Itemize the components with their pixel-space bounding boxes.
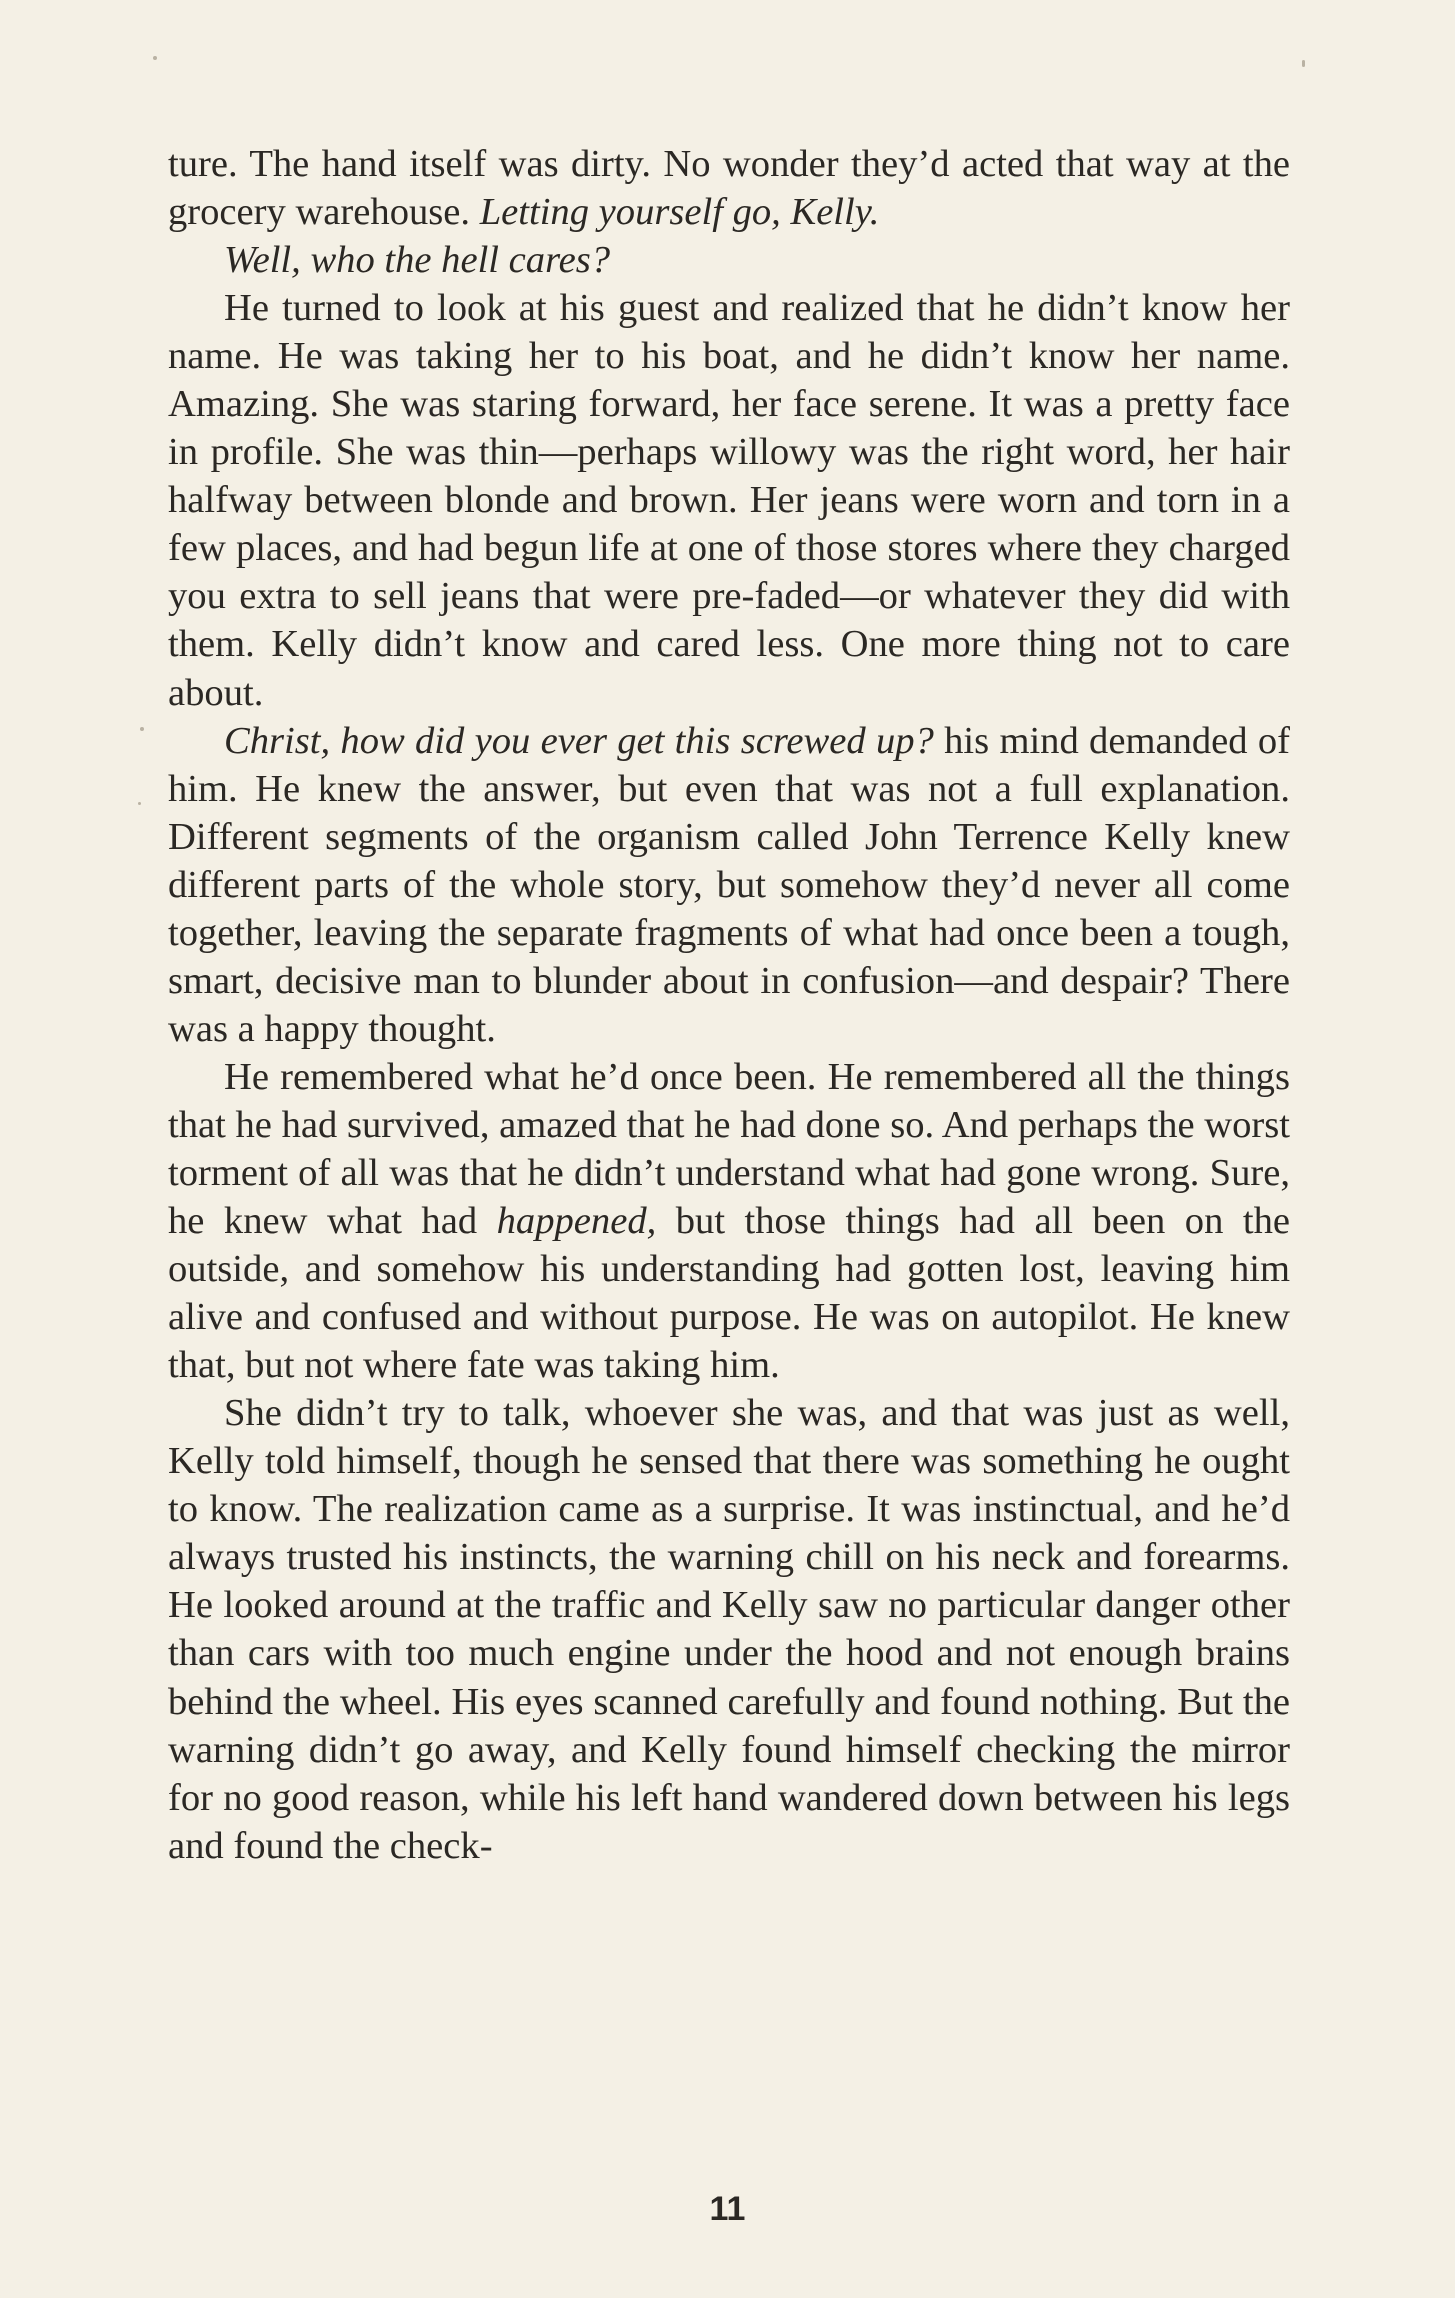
paper-speck bbox=[140, 727, 144, 731]
paper-speck bbox=[138, 802, 141, 805]
paragraph-6: She didn’t try to talk, whoever she was, and that was just as well, Kelly told himself, though he sensed that there was something he ought to know. The realization came as a surprise. It was instinctual, and he’d always trusted his instincts, the warning chill on his neck and forearms. He looked around at the traffic and Kelly saw no particular danger other than cars with too much engine under the hood and not enough brains behind the wheel. His eyes scanned carefully and found nothing. But the warning didn’t go away, and Kelly found himself checking the mirror for no good reason, while his left hand wandered down between his legs and found the check- bbox=[168, 1392, 1290, 1867]
paragraph-1: ture. The hand itself was dirty. No wonder they’d acted that way at the grocery warehouse. Letting yourself go, Kelly. bbox=[168, 143, 1290, 234]
page-number: 11 bbox=[709, 2190, 746, 2228]
paragraph-5: He remembered what he’d once been. He remembered all the things that he had survived, amazed that he had done so. And perhaps the worst torment of all was that he didn’t understand what had gone wrong. Sure, he knew what had happened, but those things had all been on the outside, and somehow his understanding had gotten lost, leaving him alive and confused and without purpose. He was on autopilot. He knew that, but not where fate was taking him. bbox=[168, 1055, 1290, 1387]
paper-speck bbox=[153, 56, 157, 60]
paragraph-2: Well, who the hell cares? bbox=[224, 239, 611, 282]
paper-speck bbox=[1302, 60, 1305, 67]
paragraph-3: He turned to look at his guest and realized that he didn’t know her name. He was taking her to his boat, and he didn’t know her name. Amazing. She was staring forward, her face serene. It was a pretty face in profile. She was thin—perhaps willowy was the right word, her hair halfway between blonde and brown. Her jeans were worn and torn in a few places, and had begun life at one of those stores where they charged you extra to sell jeans that were pre-faded—or whatever they did with them. Kelly didn’t know and cared less. One more thing not to care about. bbox=[168, 287, 1290, 714]
paragraph-4: Christ, how did you ever get this screwed up? his mind demanded of him. He knew the answer, but even that was not a full explanation. Different segments of the organism called John Terrence Kelly knew different parts of the whole story, but somehow they’d never all come together, leaving the separate fragments of what had once been a tough, smart, decisive man to blunder about in confusion—and despair? There was a happy thought. bbox=[168, 719, 1290, 1050]
body-text bbox=[168, 140, 1290, 1870]
